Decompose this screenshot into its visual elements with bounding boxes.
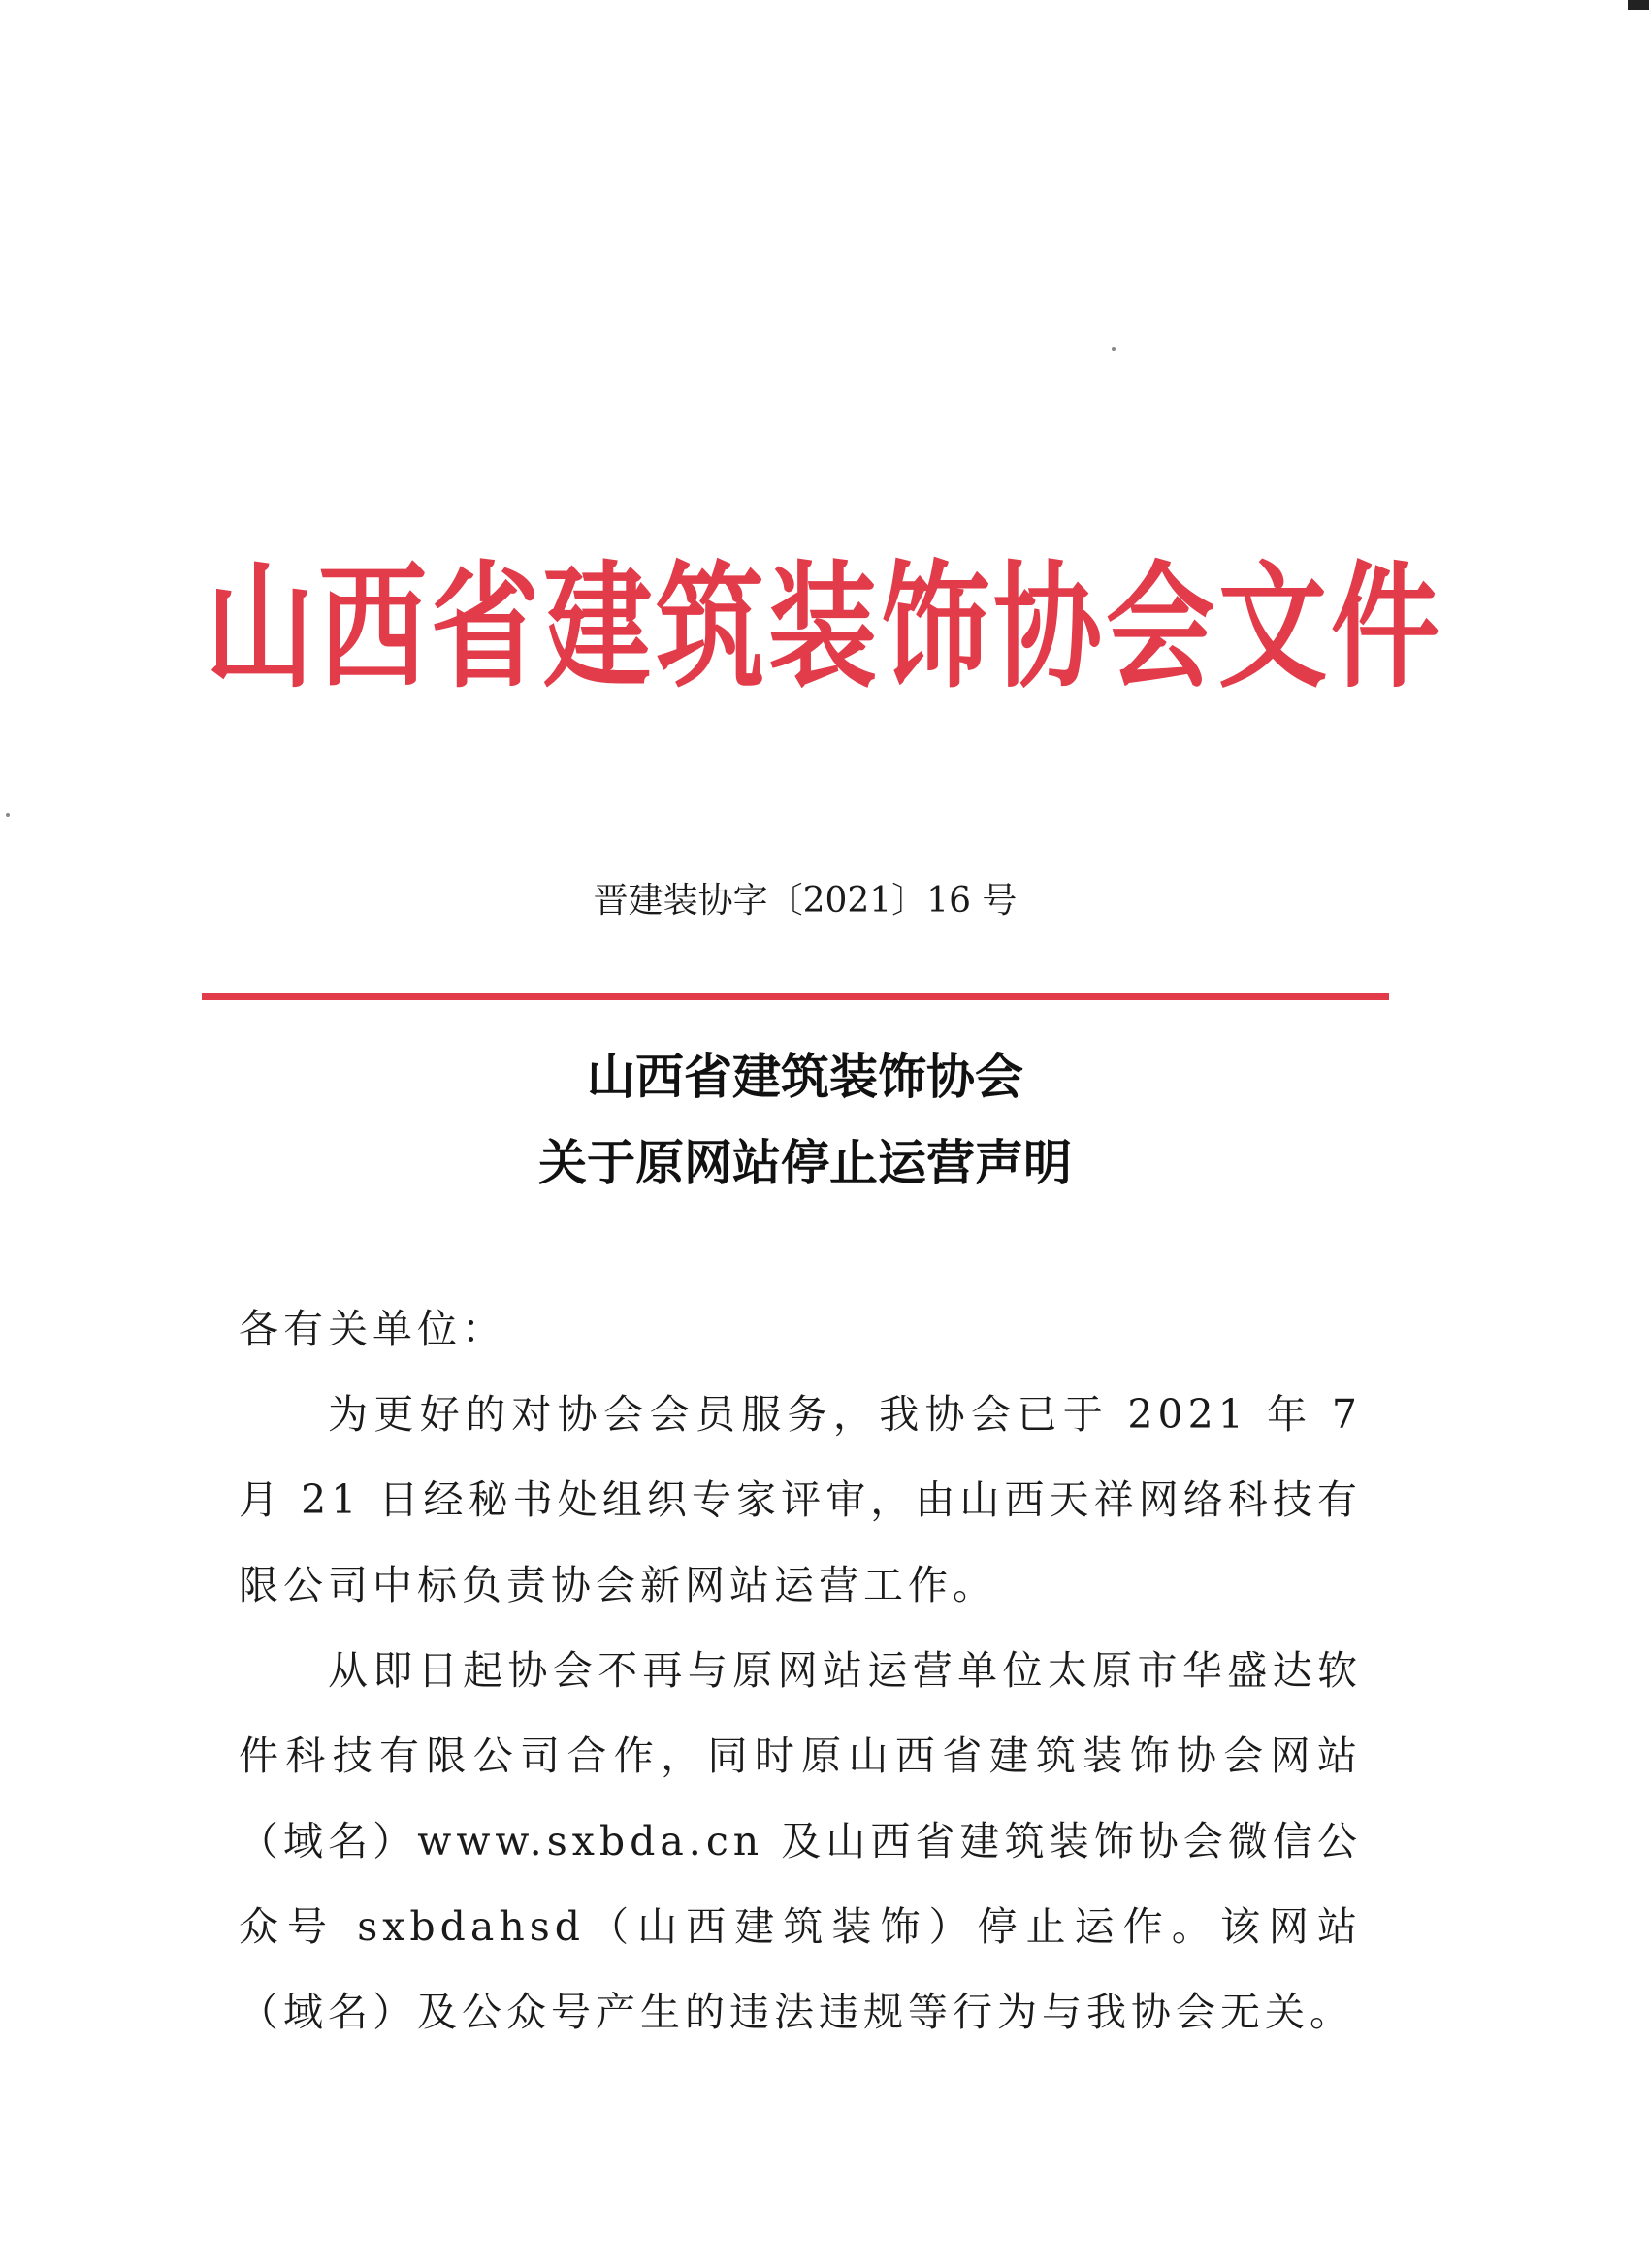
scan-speck <box>1112 347 1116 351</box>
issuer-header: 山西省建筑装饰协会文件 <box>206 548 1443 707</box>
document-number: 晋建装协字〔2021〕16 号 <box>593 881 1018 921</box>
scan-speck <box>6 813 10 817</box>
body-paragraph-2: 从即日起协会不再与原网站运营单位太原市华盛达软件科技有限公司合作，同时原山西省建筑装饰协会网站（域名）www.sxbda.cn 及山西省建筑装饰协会微信公众号 sxbdahsd（山西建筑装饰）停止运作。该网站（域名）及公众号产生的违法违规等行为与我协会无关。 <box>239 1647 1362 2035</box>
red-divider-line <box>202 993 1389 1000</box>
salutation: 各有关单位： <box>239 1306 506 1352</box>
body-paragraph-1: 为更好的对协会会员服务，我协会已于 2021 年 7 月 21 日经秘书处组织专家评审，由山西天祥网络科技有限公司中标负责协会新网站运营工作。 <box>239 1391 1362 1608</box>
scan-corner-mark <box>1628 0 1649 10</box>
document-title-line-1: 山西省建筑装饰协会 <box>587 1049 1023 1105</box>
document-title-line-2: 关于原网站停止运营声明 <box>538 1135 1072 1191</box>
